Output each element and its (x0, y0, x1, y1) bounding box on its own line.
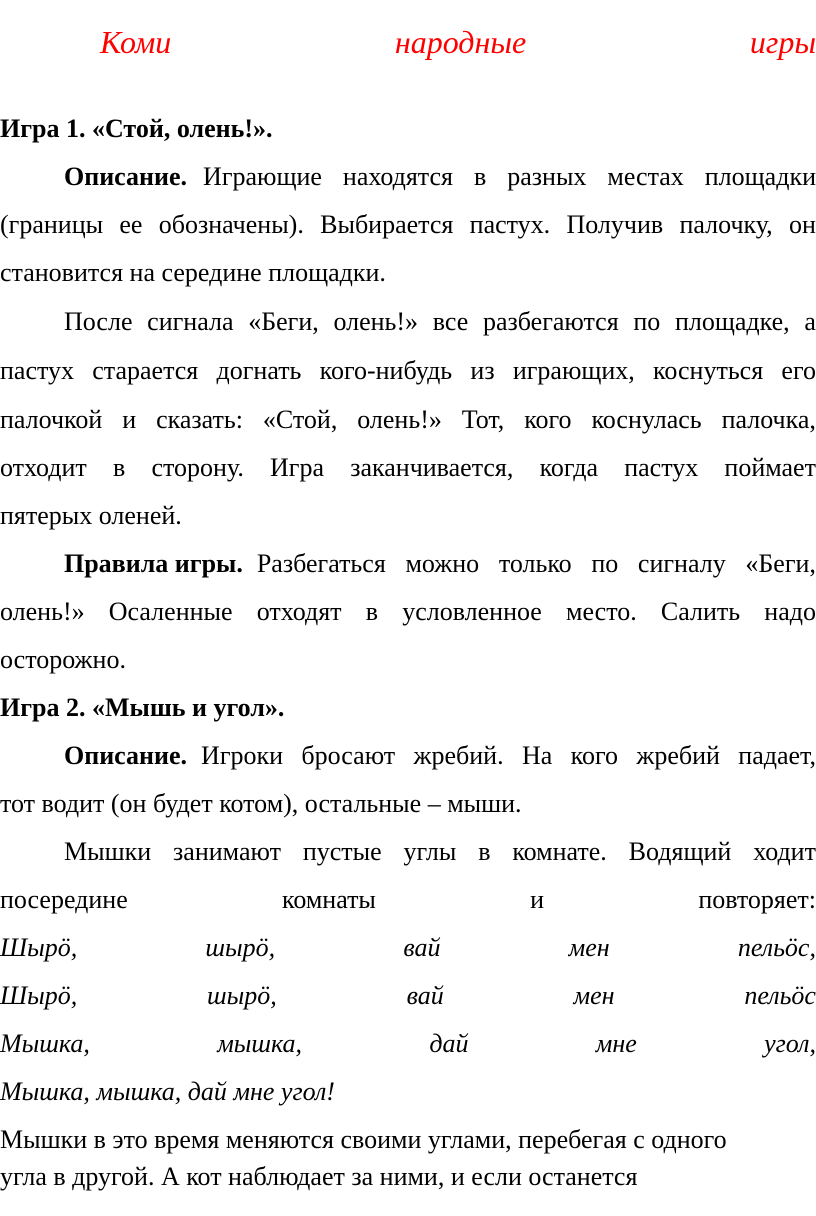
title-word: народные (394, 24, 527, 60)
word: жребий (636, 741, 720, 770)
word: падает, (738, 741, 816, 770)
word: олень!» (357, 405, 442, 434)
word: Тот, (461, 405, 505, 434)
title-word: игры (749, 24, 816, 60)
word: а (804, 307, 816, 336)
game2-para3-line: Мышки в это время меняются своими углами, перебегая с одного (0, 1125, 727, 1154)
word: сигналу (637, 549, 726, 578)
word: его (781, 356, 816, 385)
word: пастух (0, 356, 75, 385)
word: в (365, 597, 379, 626)
justified-words (0, 452, 816, 484)
verse-word: вай (406, 981, 444, 1010)
word: Получив (566, 210, 664, 239)
word: Водящий (628, 837, 732, 866)
word: ее (119, 210, 143, 239)
game1-para2-line (0, 404, 816, 436)
word: комнаты (282, 885, 376, 914)
verse-word: шырӧ, (205, 933, 276, 962)
game1-para2-line: пятерых оленей. (0, 501, 182, 530)
verse-word: шырӧ, (207, 981, 277, 1010)
word: местах (607, 162, 684, 191)
game1-heading: Игра 1. «Стой, олень!». (0, 114, 273, 143)
word: Игроки (201, 741, 284, 770)
justified-words (0, 596, 816, 628)
word: Выбирается (320, 210, 454, 239)
rules-label: Правила игры. (64, 549, 243, 578)
word: разных (507, 162, 587, 191)
word: заканчивается, (350, 453, 514, 482)
word: кого (524, 405, 572, 434)
verse-word: мне (595, 1029, 637, 1058)
word: надо (764, 597, 816, 626)
word: Играющие (203, 162, 322, 191)
verse-word: вай (403, 933, 441, 962)
justified-words (0, 884, 816, 916)
word: когда (539, 453, 599, 482)
game1-description-line (64, 161, 816, 193)
word: он (788, 210, 816, 239)
word: отходят (256, 597, 342, 626)
verse-word: Шырӧ, (0, 933, 78, 962)
description-label: Описание. (64, 741, 188, 770)
game2-description-line: тот водит (он будет котом), остальные – мыши. (0, 789, 522, 818)
word: пастух. (469, 210, 551, 239)
word: пастух (624, 453, 699, 482)
justified-words (64, 306, 816, 338)
word: После (64, 307, 133, 336)
game2-heading: Игра 2. «Мышь и угол». (0, 693, 285, 722)
word: ходит (753, 837, 816, 866)
verse-line (0, 932, 816, 964)
word: комнате. (512, 837, 607, 866)
word: в (473, 162, 487, 191)
justified-words (201, 740, 816, 772)
game1-rules-line (64, 548, 816, 580)
word: догнать (216, 356, 302, 385)
verse-word: Мышка, (0, 1029, 90, 1058)
word: и (122, 405, 137, 434)
word: бросают (301, 741, 396, 770)
word: повторяет: (698, 885, 816, 914)
word: обозначены). (158, 210, 304, 239)
word: площадке, (674, 307, 790, 336)
word: «Беги, (745, 549, 816, 578)
word: место. (566, 597, 637, 626)
verse-word: угол, (764, 1029, 816, 1058)
word: можно (405, 549, 480, 578)
game1-rules-line (0, 596, 816, 628)
word: в (478, 837, 491, 866)
word: кого-нибудь (319, 356, 453, 385)
word: по (633, 307, 661, 336)
word: сигнала (147, 307, 234, 336)
word: условленное (402, 597, 542, 626)
word: палочка, (721, 405, 816, 434)
word: На (521, 741, 553, 770)
verse-line (0, 980, 816, 1012)
word: посередине (0, 885, 128, 914)
game1-para2-line (64, 306, 816, 338)
word: по (591, 549, 619, 578)
verse-word: Шырӧ, (0, 981, 78, 1010)
description-label: Описание. (64, 162, 188, 191)
word: Осаленные (108, 597, 233, 626)
game1-para2-line (0, 452, 816, 484)
word: пустые (302, 837, 382, 866)
game1-para2-line (0, 355, 816, 387)
word: Салить (660, 597, 741, 626)
verse-word: дай (429, 1029, 469, 1058)
word: Игра (270, 453, 324, 482)
word: олень!» (0, 597, 85, 626)
game1-rules-line: осторожно. (0, 645, 126, 674)
verse-word: мен (573, 981, 615, 1010)
justified-words (203, 161, 816, 193)
justified-words (0, 209, 816, 241)
word: углы (403, 837, 457, 866)
word: площадки (704, 162, 816, 191)
word: (границы (0, 210, 104, 239)
word: занимают (173, 837, 281, 866)
justified-words (257, 548, 816, 580)
word: только (498, 549, 572, 578)
word: жребий. (413, 741, 504, 770)
justified-words (0, 404, 816, 436)
game1-description-line (0, 209, 816, 241)
word: Мышки (64, 837, 152, 866)
verse-line: Мышка, мышка, дай мне угол! (0, 1077, 335, 1106)
justified-words (64, 836, 816, 868)
word: и (530, 885, 545, 914)
game2-para3-line: угла в другой. А кот наблюдает за ними, и если останется (0, 1162, 638, 1191)
word: отходит (0, 453, 87, 482)
page-title (100, 24, 816, 61)
word: «Беги, (248, 307, 319, 336)
word: все (432, 307, 469, 336)
verse-word: мышка, (217, 1029, 303, 1058)
title-word: Коми (100, 24, 172, 60)
word: олень!» (333, 307, 419, 336)
word: Разбегаться (256, 549, 386, 578)
verse-line (0, 1028, 816, 1060)
justified-words (0, 355, 816, 387)
word: из (470, 356, 495, 385)
word: находятся (342, 162, 453, 191)
word: палочку, (679, 210, 773, 239)
game2-para2-line (0, 884, 816, 916)
verse-word: пельӧс, (737, 933, 816, 962)
verse-word: мен (568, 933, 610, 962)
word: поймает (724, 453, 816, 482)
word: играющих, (512, 356, 635, 385)
game2-description-line (64, 740, 816, 772)
word: «Стой, (262, 405, 338, 434)
word: коснулась (591, 405, 702, 434)
word: коснуться (653, 356, 764, 385)
word: сторону. (151, 453, 244, 482)
word: сказать: (156, 405, 243, 434)
word: старается (92, 356, 199, 385)
word: палочкой (0, 405, 103, 434)
game2-para2-line (64, 836, 816, 868)
word: кого (570, 741, 618, 770)
verse-word: пельӧс (744, 981, 816, 1010)
game1-description-line: становится на середине площадки. (0, 258, 386, 287)
word: в (112, 453, 126, 482)
word: разбегаются (482, 307, 619, 336)
